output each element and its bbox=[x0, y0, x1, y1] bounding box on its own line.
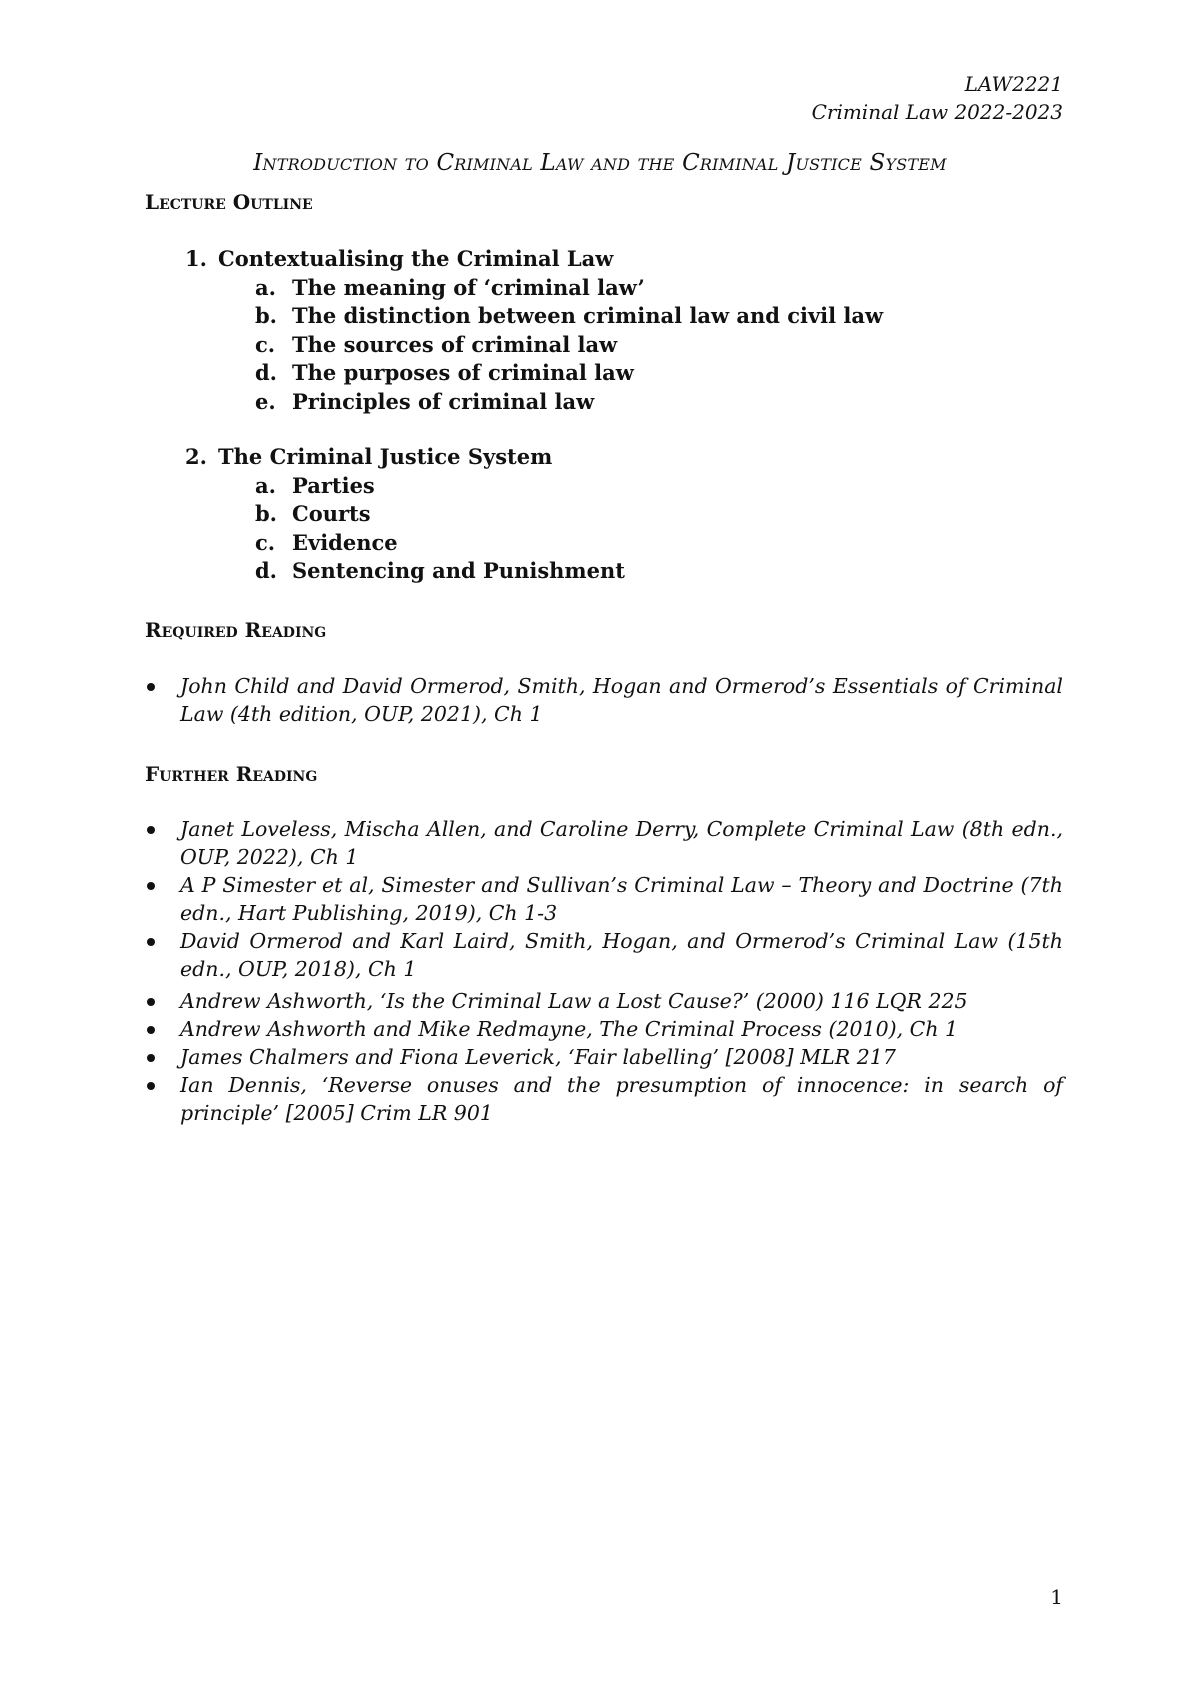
outline-item-letter: d. bbox=[255, 558, 277, 583]
reading-entry bbox=[145, 815, 1063, 871]
bullet-icon bbox=[147, 882, 155, 890]
reading-entry bbox=[145, 1015, 1063, 1043]
required-reading-heading: Required Reading bbox=[145, 618, 327, 642]
outline-section-number: 1. bbox=[185, 246, 207, 271]
reading-entry bbox=[145, 871, 1063, 927]
reading-entry bbox=[145, 927, 1063, 983]
outline-item-label: The sources of criminal law bbox=[292, 331, 618, 357]
reading-entry-text: Andrew Ashworth, ‘Is the Criminal Law a Lost Cause?’ (2000) 116 LQR 225 bbox=[180, 989, 968, 1013]
outline-item-label: The distinction between criminal law and civil law bbox=[292, 303, 884, 328]
outline-section-label: The Criminal Justice System bbox=[218, 444, 553, 469]
outline-item-letter: e. bbox=[255, 388, 276, 414]
required-reading-list bbox=[145, 672, 1063, 728]
outline-section-label: Contextualising the Criminal Law bbox=[218, 246, 614, 271]
reading-entry bbox=[145, 672, 1063, 728]
bullet-icon bbox=[147, 1026, 155, 1034]
document-title: Introduction to Criminal Law and the Criminal Justice System bbox=[253, 150, 947, 176]
reading-entry-text: David Ormerod and Karl Laird, Smith, Hogan, and Ormerod’s Criminal Law (15th edn., OUP, 2018), Ch 1 bbox=[180, 929, 1063, 981]
outline-item-label: Courts bbox=[292, 501, 371, 526]
outline-item-letter: b. bbox=[255, 303, 277, 328]
outline-item-label: The meaning of ‘criminal law’ bbox=[292, 274, 645, 300]
reading-entry bbox=[145, 1071, 1063, 1127]
outline-item-label: The purposes of criminal law bbox=[292, 360, 634, 385]
outline-item-letter: b. bbox=[255, 501, 277, 526]
reading-entry-text: A P Simester et al, Simester and Sullivan’s Criminal Law – Theory and Doctrine (7th edn., Hart Publishing, 2019), Ch 1-3 bbox=[180, 873, 1063, 925]
reading-entry-text: Andrew Ashworth and Mike Redmayne, The Criminal Process (2010), Ch 1 bbox=[180, 1017, 959, 1041]
bullet-icon bbox=[147, 826, 155, 834]
outline-item-label: Principles of criminal law bbox=[292, 388, 595, 414]
bullet-icon bbox=[147, 938, 155, 946]
outline-section-number: 2. bbox=[185, 444, 207, 469]
reading-entry bbox=[145, 1043, 1063, 1071]
reading-entry-text: Ian Dennis, ‘Reverse onuses and the presumption of innocence: in search of principle’ [2005] Crim LR 901 bbox=[180, 1073, 1063, 1125]
reading-entry-text: John Child and David Ormerod, Smith, Hogan and Ormerod’s Essentials of Criminal Law (4th edition, OUP, 2021), Ch 1 bbox=[180, 674, 1063, 726]
reading-entry-text: Janet Loveless, Mischa Allen, and Caroline Derry, Complete Criminal Law (8th edn., OUP, 2022), Ch 1 bbox=[180, 817, 1063, 869]
outline-item-letter: a. bbox=[255, 472, 276, 498]
page-header bbox=[812, 70, 1063, 126]
outline-item-letter: d. bbox=[255, 360, 277, 385]
reading-entry-text: James Chalmers and Fiona Leverick, ‘Fair labelling’ [2008] MLR 217 bbox=[180, 1045, 896, 1069]
lecture-outline-heading: Lecture Outline bbox=[145, 190, 313, 214]
outline-item-label: Parties bbox=[292, 472, 375, 498]
outline-item-label: Sentencing and Punishment bbox=[292, 558, 625, 583]
bullet-icon bbox=[147, 1082, 155, 1090]
course-name: Criminal Law 2022-2023 bbox=[811, 100, 1063, 124]
bullet-icon bbox=[147, 683, 155, 691]
page-number: 1 bbox=[1050, 1585, 1063, 1609]
course-code: LAW2221 bbox=[964, 72, 1063, 96]
reading-entry bbox=[145, 987, 1063, 1015]
bullet-icon bbox=[147, 998, 155, 1006]
bullet-icon bbox=[147, 1054, 155, 1062]
outline-item-letter: c. bbox=[255, 331, 276, 357]
further-reading-heading: Further Reading bbox=[145, 762, 318, 786]
further-reading-list bbox=[145, 815, 1063, 1127]
outline-item-letter: c. bbox=[255, 529, 276, 555]
outline-item-letter: a. bbox=[255, 274, 276, 300]
outline-item-label: Evidence bbox=[292, 529, 398, 555]
